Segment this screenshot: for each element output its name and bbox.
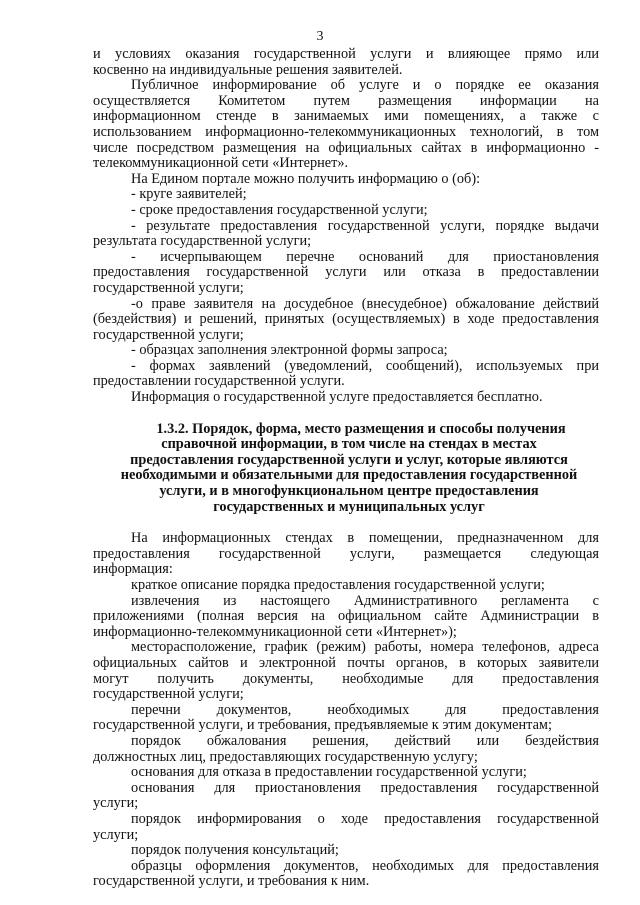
text-line: - сроке предоставления государственной услуги; (131, 201, 428, 218)
text-line: телекоммуникационной сети «Интернет». (93, 155, 349, 172)
text-line: извлечения из настоящего Административного регламента с (131, 592, 599, 609)
list-item (93, 297, 599, 344)
list-item (93, 219, 599, 250)
text-line: - исчерпывающем перечне оснований для приостановления (131, 248, 599, 265)
text-line: могут получить документы, необходимые для предоставления (93, 670, 599, 687)
section-heading (89, 422, 609, 516)
text-line: осуществляется Комитетом путем размещения информации на (93, 92, 599, 109)
text-line: - результате предоставления государственной услуги, порядке выдачи (131, 217, 599, 234)
list-item (93, 765, 599, 781)
list-item (93, 859, 599, 890)
text-line: и условиях оказания государственной услуги и влияющее прямо или (93, 46, 599, 62)
text-line: краткое описание порядка предоставления государственной услуги; (131, 577, 545, 593)
heading-line: необходимыми и обязательными для предоставления государственной (120, 467, 578, 484)
list-item (93, 578, 599, 594)
text-line: государственной услуги; (93, 686, 244, 703)
list-item (93, 343, 599, 359)
heading-line: государственных и муниципальных услуг (213, 498, 485, 515)
text-line: основания для приостановления предоставления государственной (131, 779, 599, 796)
text-line: официальных сайтов и электронной почты органов, в которых заявители (93, 654, 599, 671)
text-line: образцы оформления документов, необходимых для предоставления (131, 857, 599, 874)
list-item (93, 203, 599, 219)
text-line: государственной услуги, и требования к ним. (93, 873, 370, 890)
list-item (93, 843, 599, 859)
text-line: использованием информационно-телекоммуникационных технологий, в том (93, 123, 599, 140)
heading-line: предоставления государственной услуги и услуг, которые являются (130, 451, 568, 468)
text-line: - формах заявлений (уведомлений, сообщений), используемых при (131, 357, 599, 374)
list-item (93, 812, 599, 843)
list-item (93, 734, 599, 765)
page-number: 3 (316, 29, 324, 44)
text-line: Информация о государственной услуге предоставляется бесплатно. (131, 389, 543, 406)
list-item (93, 594, 599, 641)
list-item (93, 359, 599, 390)
text-line: информация: (93, 561, 173, 578)
heading-line: услуги, и в многофункциональном центре предоставления (159, 483, 539, 500)
text-line: порядок обжалования решения, действий или бездействия (131, 732, 599, 749)
text-line: основания для отказа в предоставлении государственной услуги; (131, 764, 527, 781)
text-line: информационно-телекоммуникационной сети «Интернет»); (93, 623, 457, 640)
paragraph-intro (93, 47, 599, 78)
text-line: услуги; (93, 826, 139, 843)
text-line: перечни документов, необходимых для предоставления (131, 701, 599, 718)
list-item (93, 250, 599, 297)
paragraph-public-info (93, 78, 599, 172)
list-item (93, 781, 599, 812)
text-line: приложениями (полная версия на официальном сайте Администрации в (93, 608, 599, 625)
text-line: порядок получения консультаций; (131, 842, 339, 859)
text-line: государственной услуги; (93, 279, 244, 296)
paragraph-portal (93, 172, 599, 406)
text-line: На Едином портале можно получить информацию о (об): (131, 170, 481, 187)
text-line: - круге заявителей; (131, 186, 247, 203)
list-item (93, 703, 599, 734)
text-line: предоставлении государственной услуги. (93, 373, 345, 390)
text-line: Публичное информирование об услуге и о порядке ее оказания (131, 77, 599, 94)
text-line: - образцах заполнения электронной формы запроса; (131, 342, 448, 359)
text-line: информационном стенде в занимаемых ими помещениях, а также с (93, 108, 599, 125)
text-line: предоставления государственной услуги или отказа в предоставлении (93, 264, 599, 281)
text-line: -о праве заявителя на досудебное (внесудебное) обжалование действий (131, 295, 599, 312)
text-line: порядок информирования о ходе предоставления государственной (131, 810, 599, 827)
text-line: (бездействия) и решений, принятых (осуществляемых) в ходе предоставления (93, 311, 599, 328)
paragraph-stands (93, 531, 599, 890)
document-body (93, 47, 599, 890)
text-line: косвенно на индивидуальные решения заявителей. (93, 61, 403, 78)
text-line: должностных лиц, предоставляющих государственную услугу; (93, 748, 478, 765)
text-line: предоставления государственной услуги, размещается следующая (93, 545, 599, 562)
list-item (93, 640, 599, 702)
list-item (93, 187, 599, 203)
text-line: государственной услуги, и требования, предъявляемые к этим документам; (93, 717, 552, 734)
text-line: числе посредством размещения на официальных сайтах в информационно - (93, 139, 599, 156)
heading-line: 1.3.2. Порядок, форма, место размещения и способы получения (156, 420, 566, 437)
text-line: результата государственной услуги; (93, 233, 312, 250)
heading-line: справочной информации, в том числе на стендах в местах (161, 436, 537, 453)
text-line: государственной услуги; (93, 326, 244, 343)
text-line: На информационных стендах в помещении, предназначенном для (131, 530, 599, 547)
text-line: месторасположение, график (режим) работы, номера телефонов, адреса (131, 639, 599, 656)
text-line: услуги; (93, 795, 139, 812)
